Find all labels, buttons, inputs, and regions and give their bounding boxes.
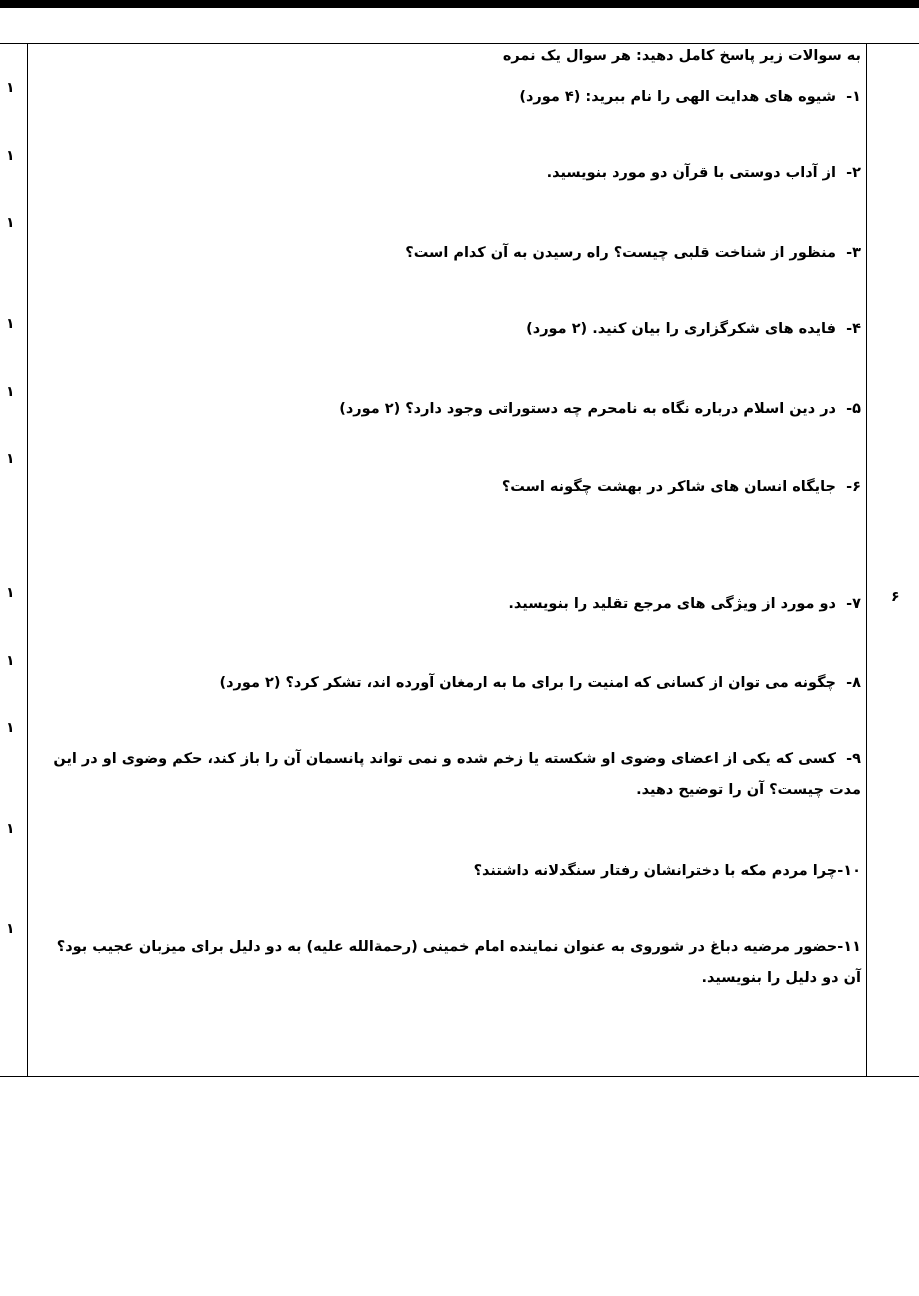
question-number: ۶- bbox=[846, 479, 861, 495]
score-q3: ۱ bbox=[6, 215, 15, 231]
question-number: ۵- bbox=[846, 401, 861, 417]
score-q6: ۱ bbox=[6, 451, 15, 467]
question-text: جایگاه انسان های شاکر در بهشت چگونه است؟ bbox=[501, 479, 836, 495]
question-number: ۷- bbox=[846, 596, 861, 612]
question-text: چرا مردم مکه با دخترانشان رفتار سنگدلانه داشتند؟ bbox=[473, 863, 838, 879]
question-text: کسی که یکی از اعضای وضوی او شکسته یا زخم شده و نمی تواند پانسمان آن را باز کند، حکم وضوی او در این مدت چیست؟ آن را توضیح دهید. bbox=[53, 751, 861, 798]
question-1 bbox=[519, 82, 861, 113]
score-q1: ۱ bbox=[6, 80, 15, 96]
question-text: منظور از شناخت قلبی چیست؟ راه رسیدن به آن کدام است؟ bbox=[405, 245, 836, 261]
question-text: شیوه های هدایت الهی را نام ببرید: (۴ مورد) bbox=[519, 89, 836, 105]
question-number: ۱- bbox=[846, 89, 861, 105]
question-text: در دین اسلام درباره نگاه به نامحرم چه دستوراتی وجود دارد؟ (۲ مورد) bbox=[339, 401, 836, 417]
section-total-score: ۶ bbox=[891, 589, 900, 605]
score-q10: ۱ bbox=[6, 821, 15, 837]
exam-table bbox=[0, 43, 919, 1077]
question-6 bbox=[502, 472, 861, 503]
question-9 bbox=[36, 744, 861, 806]
question-text: چگونه می توان از کسانی که امنیت را برای ما به ارمغان آورده اند، تشکر کرد؟ (۲ مورد) bbox=[219, 675, 836, 691]
score-q11: ۱ bbox=[6, 921, 15, 937]
score-q7: ۱ bbox=[6, 585, 15, 601]
questions-area bbox=[28, 44, 867, 1076]
question-2 bbox=[547, 158, 861, 189]
question-number: ۴- bbox=[846, 321, 861, 337]
question-text: از آداب دوستی با قرآن دو مورد بنویسید. bbox=[546, 165, 836, 181]
question-8 bbox=[219, 668, 861, 699]
question-10 bbox=[474, 856, 861, 887]
question-3 bbox=[405, 238, 861, 269]
instruction-heading: به سوالات زیر پاسخ کامل دهید: هر سوال یک نمره bbox=[502, 48, 861, 64]
question-number: ۲- bbox=[846, 165, 861, 181]
question-number: ۱۰- bbox=[837, 863, 861, 879]
question-number: ۸- bbox=[846, 675, 861, 691]
score-q2: ۱ bbox=[6, 148, 15, 164]
question-number: ۱۱- bbox=[837, 939, 861, 955]
question-text: فایده های شکرگزاری را بیان کنید. (۲ مورد) bbox=[526, 321, 836, 337]
score-q9: ۱ bbox=[6, 720, 15, 736]
top-border-bar bbox=[0, 0, 919, 8]
question-7 bbox=[508, 589, 861, 620]
question-11 bbox=[36, 932, 861, 994]
question-text: دو مورد از ویژگی های مرجع تقلید را بنویسید. bbox=[508, 596, 836, 612]
question-5 bbox=[339, 394, 861, 425]
question-number: ۳- bbox=[846, 245, 861, 261]
question-number: ۹- bbox=[846, 751, 861, 767]
score-q4: ۱ bbox=[6, 316, 15, 332]
question-4 bbox=[526, 314, 861, 345]
question-text: حضور مرضیه دباغ در شوروی به عنوان نماینده امام خمینی (رحمةالله علیه) به دو دلیل برای میزبان عجیب بود؟ آن دو دلیل را بنویسید. bbox=[56, 939, 861, 986]
score-q8: ۱ bbox=[6, 653, 15, 669]
score-q5: ۱ bbox=[6, 384, 15, 400]
